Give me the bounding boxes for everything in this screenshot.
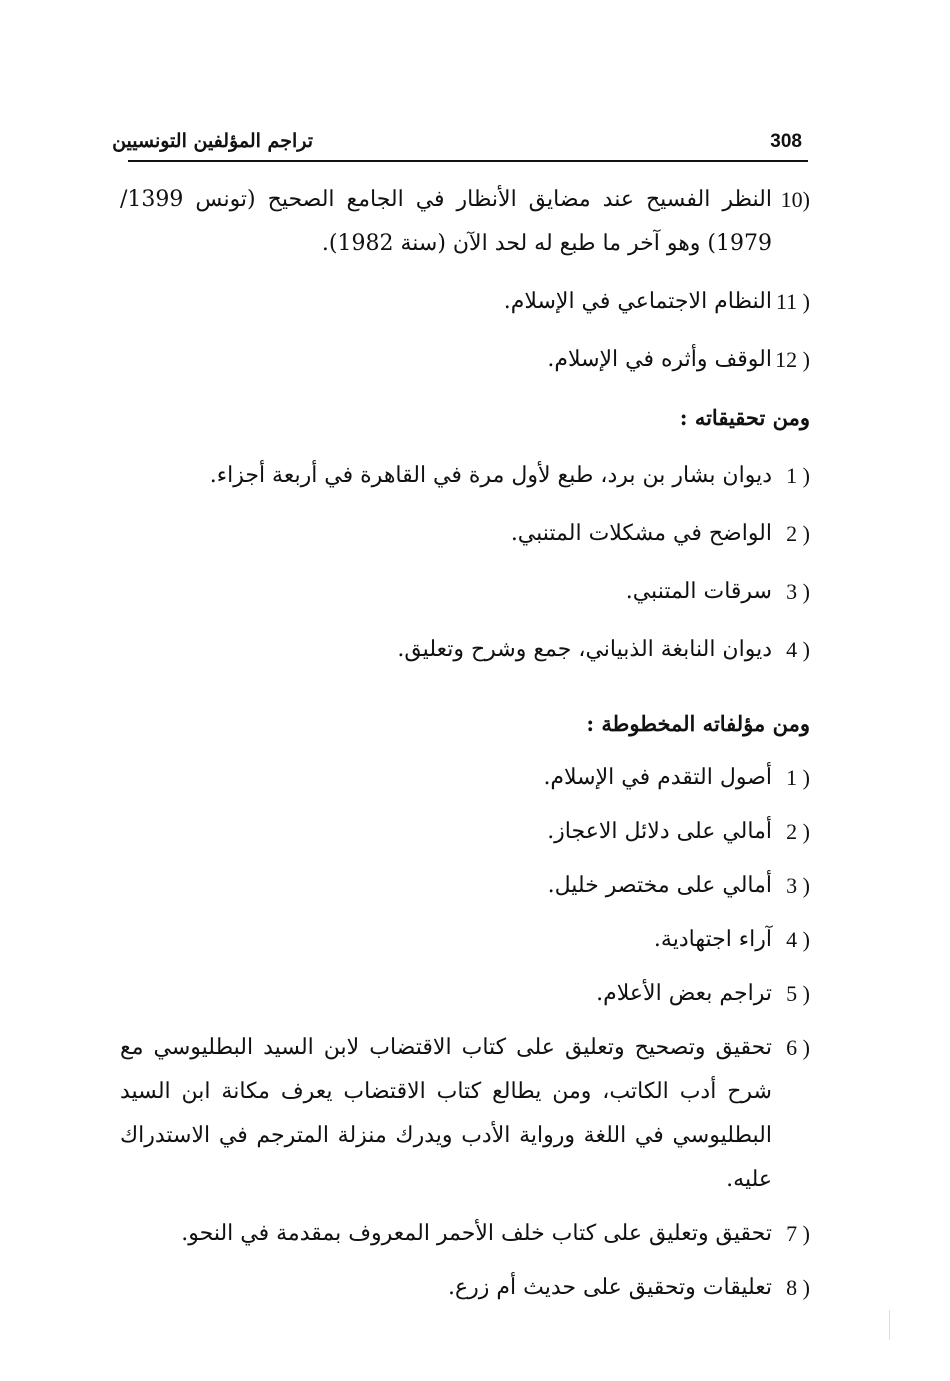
list-text: النظام الاجتماعي في الإسلام. [503,289,772,314]
list-text: أصول التقدم في الإسلام. [543,765,772,790]
list-text: الواضح في مشكلات المتنبي. [510,521,772,546]
list-item-manuscript-8 [120,1266,810,1310]
list-text: النظر الفسيح عند مضايق الأنظار في الجامع الصحيح (تونس 1399/ 1979) وهو آخر ما طبع له لحد الآن (سنة 1982). [120,187,772,256]
list-text: تراجم بعض الأعلام. [596,981,772,1006]
list-number: 8 ) [786,1275,810,1300]
section-heading-manuscripts: ومن مؤلفاته المخطوطة : [586,711,810,736]
list-item-edition-2 [120,512,810,556]
page-number: 308 [770,131,802,152]
list-number: 2 ) [786,521,810,546]
list-text: أمالي على دلائل الاعجاز. [547,819,772,844]
list-number: 11 ) [775,289,810,314]
list-number: 5 ) [786,981,810,1006]
list-item-edition-1 [120,454,810,498]
list-text: ديوان النابغة الذبياني، جمع وشرح وتعليق. [397,637,772,662]
list-item-edition-4 [120,628,810,672]
header-rule [128,160,808,162]
list-text: آراء اجتهادية. [653,927,772,952]
list-number: 2 ) [786,819,810,844]
list-number: 3 ) [786,873,810,898]
list-number: 4 ) [786,927,810,952]
list-number: 10) [780,187,810,212]
list-number: 3 ) [786,579,810,604]
list-item-work-12 [120,338,810,382]
list-number: 12 ) [775,347,810,372]
list-item-manuscript-4 [120,918,810,962]
list-number: 1 ) [786,463,810,488]
list-item-work-11 [120,280,810,324]
list-text: تعليقات وتحقيق على حديث أم زرع. [448,1275,772,1300]
list-text: تحقيق وتصحيح وتعليق على كتاب الاقتضاب لابن السيد البطليوسي مع شرح أدب الكاتب، ومن يطالع كتاب الاقتضاب يعرف مكانة ابن السيد البطليوسي في اللغة ورواية الأدب ويدرك منزلة المترجم في الاستدراك عليه. [120,1035,772,1192]
page-body [120,178,810,1310]
list-number: 7 ) [786,1221,810,1246]
list-number: 1 ) [786,765,810,790]
list-number: 6 ) [786,1035,810,1060]
list-item-manuscript-2 [120,810,810,854]
list-text: سرقات المتنبي. [625,579,772,604]
list-text: ديوان بشار بن برد، طبع لأول مرة في القاهرة في أربعة أجزاء. [209,463,772,488]
list-item-manuscript-5 [120,972,810,1016]
list-item-manuscript-7 [120,1212,810,1256]
list-text: أمالي على مختصر خليل. [547,873,772,898]
list-text: تحقيق وتعليق على كتاب خلف الأحمر المعروف بمقدمة في النحو. [181,1221,772,1246]
list-item-manuscript-3 [120,864,810,908]
list-item-work-10 [120,178,810,266]
scan-margin-mark [889,1310,890,1340]
list-number: 4 ) [786,637,810,662]
running-header-title: تراجم المؤلفين التونسيين [112,130,313,152]
running-header [112,122,808,162]
list-item-manuscript-6 [120,1026,810,1202]
list-item-edition-3 [120,570,810,614]
list-item-manuscript-1 [120,756,810,800]
list-text: الوقف وأثره في الإسلام. [547,347,772,372]
section-heading-editions: ومن تحقيقاته : [679,405,810,430]
